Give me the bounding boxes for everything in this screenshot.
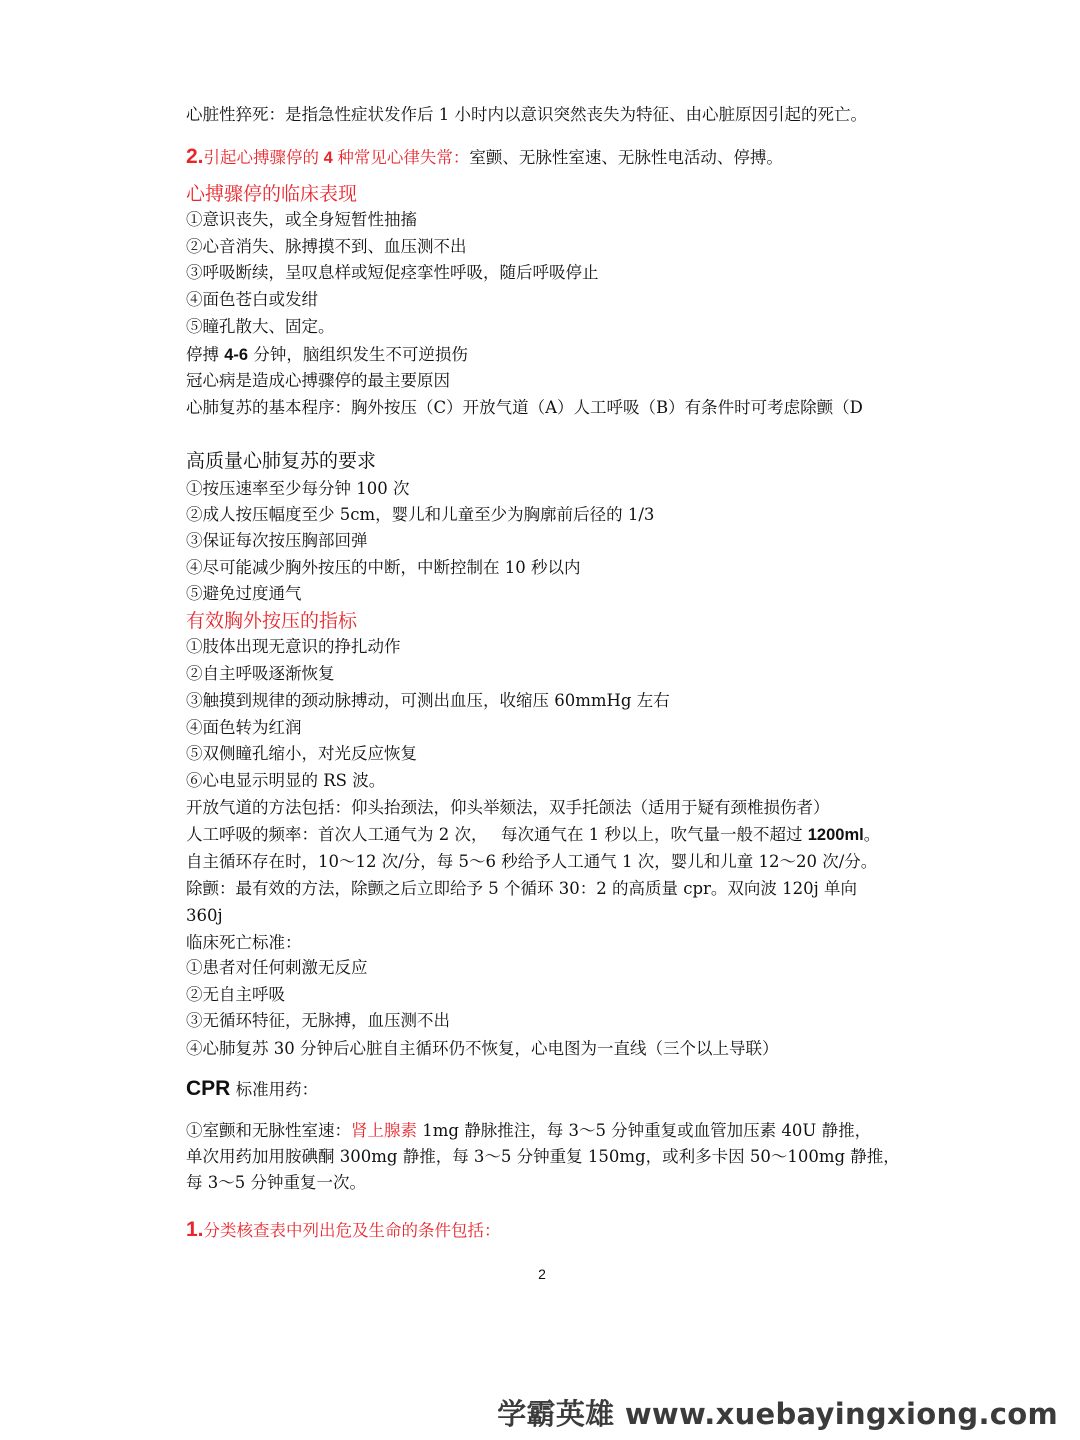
effective-compression-title: 有效胸外按压的指标 [186,610,358,632]
section-heading-text: 引起心搏骤停的 [203,148,320,167]
defibrillation-line: 除颤：最有效的方法，除颤之后立即给予 5 个循环 30：2 的高质量 cpr。双向波 120j 单向 [186,879,858,898]
arrest-text-2: 分钟，脑组织发生不可逆损伤 [253,345,468,364]
hq-item: ③保证每次按压胸部回弹 [186,531,368,550]
effective-item: ②自主呼吸逐渐恢复 [186,664,335,683]
clinical-title: 心搏骤停的临床表现 [186,183,358,205]
airway-methods-line: 开放气道的方法包括：仰头抬颈法，仰头举颏法，双手托颌法（适用于疑有颈椎损伤者） [186,798,830,817]
watermark: 学霸英雄 www.xuebayingxiong.com [497,1397,1058,1431]
page-number: 2 [538,1266,546,1282]
drug-epinephrine: 肾上腺素 [351,1121,417,1140]
section-heading-bold: 4 [323,149,333,167]
drug-line-3: 每 3～5 分钟重复一次。 [186,1173,366,1192]
arrest-minutes: 4-6 [224,346,249,364]
section-1-heading [186,1219,501,1242]
section-2-heading [186,146,783,169]
section-number: 2. [186,145,204,168]
section-number: 1. [186,1218,204,1241]
drug-text-2: 1mg 静脉推注，每 3～5 分钟重复或血管加压素 40U 静推， [417,1121,872,1140]
ventilation-end: 。 [863,825,881,844]
drug-line-2: 单次用药加用胺碘酮 300mg 静推，每 3～5 分钟重复 150mg，或利多卡因 50～100mg 静推， [186,1147,900,1166]
sudden-cardiac-death-definition: 心脏性猝死：是指急性症状发作后 1 小时内以意识突然丧失为特征、由心脏原因引起的死亡。 [186,105,867,124]
hq-item: ⑤避免过度通气 [186,584,302,603]
section-heading-rest: 室颤、无脉性室速、无脉性电活动、停搏。 [469,148,783,167]
spontaneous-circulation-line: 自主循环存在时，10～12 次/分，每 5～6 秒给予人工通气 1 次，婴儿和儿童 12～20 次/分。 [186,852,878,871]
effective-item: ①肢体出现无意识的挣扎动作 [186,637,401,656]
clinical-item: ④面色苍白或发绀 [186,290,318,309]
hq-item: ④尽可能减少胸外按压的中断，中断控制在 10 秒以内 [186,558,581,577]
effective-item: ③触摸到规律的颈动脉搏动，可测出血压，收缩压 60mmHg 左右 [186,691,670,710]
ventilation-line [186,824,880,846]
section-heading-text-2: 种常见心律失常： [337,148,470,167]
death-item: ④心肺复苏 30 分钟后心脏自主循环仍不恢复，心电图为一直线（三个以上导联） [186,1039,779,1058]
ventilation-text: 人工呼吸的频率：首次人工通气为 2 次， 每次通气在 1 秒以上，吹气量一般不超过 [186,825,803,844]
clinical-item: ⑤瞳孔散大、固定。 [186,317,335,336]
arrest-text: 停搏 [186,345,219,364]
cpr-drug-text: 标准用药： [230,1080,319,1099]
clinical-item: ①意识丧失，或全身短暂性抽搐 [186,210,417,229]
drug-text: ①室颤和无脉性室速： [186,1121,351,1140]
effective-item: ④面色转为红润 [186,718,302,737]
defibrillation-line-2: 360j [186,906,223,925]
chd-cause-line: 冠心病是造成心搏骤停的最主要原因 [186,371,450,390]
hq-item: ①按压速率至少每分钟 100 次 [186,479,410,498]
high-quality-cpr-title: 高质量心肺复苏的要求 [186,450,377,472]
effective-item: ⑥心电显示明显的 RS 波。 [186,771,386,790]
clinical-death-title: 临床死亡标准： [186,933,302,952]
clinical-item: ②心音消失、脉搏摸不到、血压测不出 [186,237,467,256]
cpr-label: CPR [186,1077,231,1100]
death-item: ③无循环特征，无脉搏，血压测不出 [186,1011,450,1030]
cpr-drug-heading [186,1078,318,1101]
effective-item: ⑤双侧瞳孔缩小，对光反应恢复 [186,744,417,763]
arrest-duration-line [186,344,468,366]
section-heading-text: 分类核查表中列出危及生命的条件包括： [203,1221,501,1240]
cpr-procedure-line: 心肺复苏的基本程序：胸外按压（C）开放气道（A）人工呼吸（B）有条件时可考虑除颤（D [186,398,863,417]
ventilation-volume: 1200ml [807,826,864,844]
death-item: ②无自主呼吸 [186,985,285,1004]
death-item: ①患者对任何刺激无反应 [186,958,368,977]
hq-item: ②成人按压幅度至少 5cm，婴儿和儿童至少为胸廓前后径的 1/3 [186,505,655,524]
clinical-item: ③呼吸断续，呈叹息样或短促痉挛性呼吸，随后呼吸停止 [186,263,599,282]
drug-line [186,1120,871,1142]
